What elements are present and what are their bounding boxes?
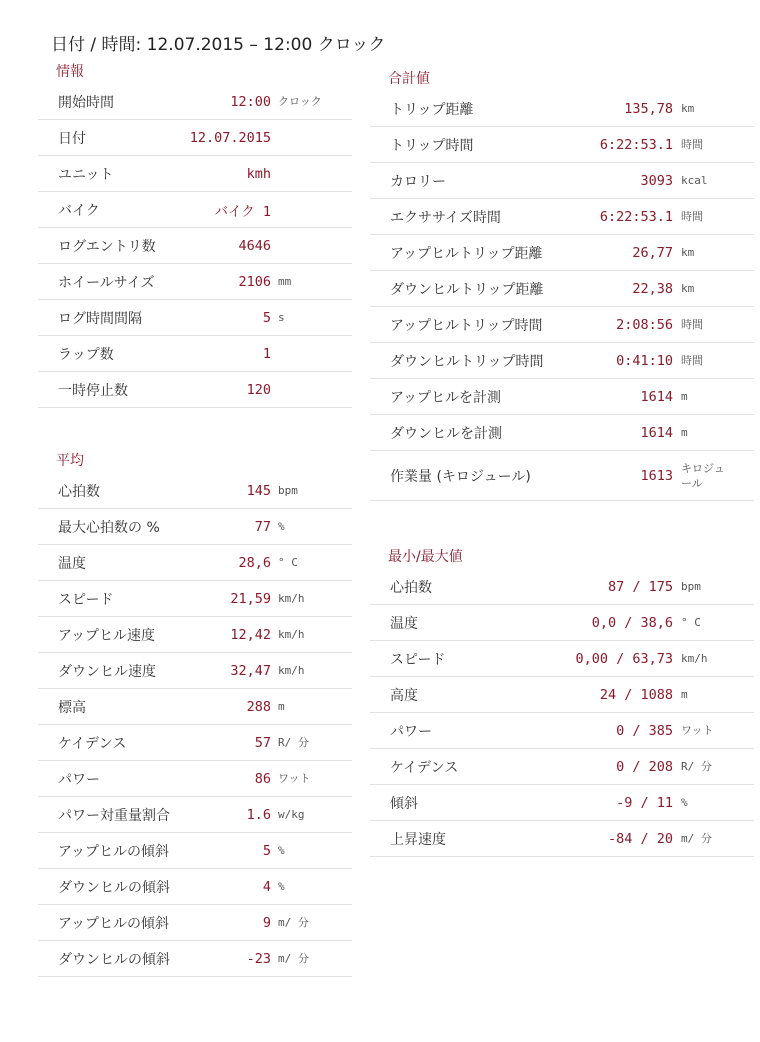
row-unit: s bbox=[278, 311, 285, 324]
row-value: 32,47 bbox=[230, 662, 271, 679]
average-row bbox=[38, 545, 352, 581]
row-label: 上昇速度 bbox=[390, 831, 446, 848]
row-value: 0:41:10 bbox=[616, 352, 673, 369]
average-row bbox=[38, 581, 352, 617]
row-label: パワー対重量割合 bbox=[58, 807, 170, 824]
row-value: 3093 bbox=[640, 172, 673, 189]
row-unit: % bbox=[681, 796, 688, 809]
row-unit: m bbox=[681, 688, 688, 701]
row-unit: % bbox=[278, 880, 285, 893]
row-label: 傾斜 bbox=[390, 795, 418, 812]
row-label: ログ時間間隔 bbox=[58, 310, 142, 327]
section-heading: 合計値 bbox=[388, 71, 430, 87]
page-title: 日付 / 時間: 12.07.2015 – 12:00 クロック bbox=[51, 35, 386, 55]
row-label: トリップ距離 bbox=[390, 101, 474, 118]
row-value: 6:22:53.1 bbox=[599, 136, 673, 153]
average-row bbox=[38, 941, 352, 977]
row-unit bbox=[278, 156, 328, 191]
info-row-pauses bbox=[38, 372, 352, 408]
minmax-row bbox=[370, 569, 754, 605]
row-value: 57 bbox=[254, 734, 271, 751]
row-value: 288 bbox=[246, 698, 271, 715]
row-unit: 時間 bbox=[681, 138, 703, 151]
row-value: 12:00 bbox=[230, 93, 271, 110]
row-unit: 時間 bbox=[681, 354, 703, 367]
row-value: 28,6 bbox=[238, 554, 271, 571]
row-value: 145 bbox=[246, 482, 271, 499]
row-value: 120 bbox=[246, 381, 271, 398]
row-label: アップヒルの傾斜 bbox=[58, 843, 170, 860]
row-value: 77 bbox=[254, 518, 271, 535]
row-label: アップヒル速度 bbox=[58, 627, 156, 644]
row-unit bbox=[278, 120, 328, 155]
row-unit: km/h bbox=[681, 652, 708, 665]
row-label: ユニット bbox=[58, 166, 114, 183]
minmax-row bbox=[370, 749, 754, 785]
minmax-row bbox=[370, 641, 754, 677]
row-unit: ワット bbox=[681, 724, 714, 737]
totals-row bbox=[370, 415, 754, 451]
row-label: エクササイズ時間 bbox=[390, 209, 501, 226]
info-section bbox=[38, 60, 352, 408]
row-label: アップヒルの傾斜 bbox=[58, 915, 170, 932]
average-row bbox=[38, 761, 352, 797]
section-heading: 平均 bbox=[56, 453, 84, 469]
row-unit bbox=[278, 336, 328, 371]
row-label: 日付 bbox=[58, 130, 86, 147]
row-label: ダウンヒルトリップ距離 bbox=[390, 281, 544, 298]
row-unit bbox=[278, 372, 328, 407]
row-label: 心拍数 bbox=[58, 483, 100, 500]
row-label: 作業量 (キロジュール) bbox=[390, 468, 531, 485]
row-unit bbox=[278, 192, 328, 227]
row-label: ラップ数 bbox=[58, 346, 114, 363]
row-value: 1613 bbox=[640, 467, 673, 484]
row-unit: w/kg bbox=[278, 808, 305, 821]
totals-row bbox=[370, 343, 754, 379]
row-unit: 時間 bbox=[681, 318, 703, 331]
row-label: ダウンヒルを計測 bbox=[390, 425, 502, 442]
row-label: 開始時間 bbox=[58, 94, 114, 111]
row-unit: km bbox=[681, 282, 695, 295]
row-unit: mm bbox=[278, 275, 292, 288]
row-unit: km bbox=[681, 102, 695, 115]
row-value: 135,78 bbox=[624, 100, 673, 117]
row-value: バイク 1 bbox=[214, 203, 271, 220]
row-value: 5 bbox=[262, 309, 271, 326]
totals-row bbox=[370, 451, 754, 501]
row-unit: bpm bbox=[278, 484, 298, 497]
totals-row bbox=[370, 379, 754, 415]
row-label: パワー bbox=[390, 723, 432, 740]
row-label: ケイデンス bbox=[390, 759, 459, 776]
row-value: 12,42 bbox=[230, 626, 271, 643]
average-row bbox=[38, 797, 352, 833]
row-label: ダウンヒル速度 bbox=[58, 663, 156, 680]
row-unit: m bbox=[681, 390, 688, 403]
totals-row bbox=[370, 91, 754, 127]
row-unit: % bbox=[278, 520, 285, 533]
row-label: アップヒルトリップ時間 bbox=[390, 317, 543, 334]
row-label: 一時停止数 bbox=[58, 382, 128, 399]
row-value: 5 bbox=[262, 842, 271, 859]
row-unit: m/ 分 bbox=[681, 832, 712, 845]
average-row bbox=[38, 473, 352, 509]
row-unit: m/ 分 bbox=[278, 916, 309, 929]
row-value: 9 bbox=[262, 914, 271, 931]
totals-row bbox=[370, 199, 754, 235]
row-label: ホイールサイズ bbox=[58, 274, 155, 291]
info-row-log-interval bbox=[38, 300, 352, 336]
row-value: 1614 bbox=[640, 388, 673, 405]
row-unit bbox=[278, 228, 328, 263]
row-label: スピード bbox=[58, 591, 114, 608]
row-value: 0,00 / 63,73 bbox=[575, 650, 673, 667]
row-value: 1614 bbox=[640, 424, 673, 441]
totals-row bbox=[370, 235, 754, 271]
row-value: 86 bbox=[254, 770, 271, 787]
minmax-row bbox=[370, 785, 754, 821]
average-row bbox=[38, 617, 352, 653]
row-value: 21,59 bbox=[230, 590, 271, 607]
row-label: 高度 bbox=[390, 687, 418, 704]
totals-section bbox=[370, 67, 754, 501]
row-unit: km/h bbox=[278, 628, 305, 641]
average-section bbox=[38, 449, 352, 977]
section-heading: 情報 bbox=[56, 64, 84, 80]
info-row-start-time bbox=[38, 84, 352, 120]
row-label: ケイデンス bbox=[58, 735, 127, 752]
row-value: 24 / 1088 bbox=[599, 686, 673, 703]
info-row-bike bbox=[38, 192, 352, 228]
row-label: ダウンヒルトリップ時間 bbox=[390, 353, 544, 370]
row-label: 温度 bbox=[58, 555, 86, 572]
totals-row bbox=[370, 271, 754, 307]
average-row bbox=[38, 653, 352, 689]
row-unit: 時間 bbox=[681, 210, 703, 223]
row-value: 0,0 / 38,6 bbox=[591, 614, 673, 631]
row-label: スピード bbox=[390, 651, 446, 668]
row-label: 温度 bbox=[390, 615, 418, 632]
row-value: 26,77 bbox=[632, 244, 673, 261]
row-value: 0 / 208 bbox=[616, 758, 673, 775]
average-row bbox=[38, 905, 352, 941]
average-row bbox=[38, 833, 352, 869]
row-unit: R/ 分 bbox=[278, 736, 309, 749]
average-row bbox=[38, 869, 352, 905]
row-unit: km/h bbox=[278, 592, 305, 605]
row-value: 0 / 385 bbox=[616, 722, 673, 739]
average-row bbox=[38, 689, 352, 725]
row-value: 1 bbox=[262, 345, 271, 362]
row-value: -23 bbox=[246, 950, 271, 967]
row-label: アップヒルを計測 bbox=[390, 389, 502, 406]
row-label: 最大心拍数の % bbox=[58, 519, 160, 536]
row-unit: ° C bbox=[278, 556, 298, 569]
row-unit: ° C bbox=[681, 616, 701, 629]
row-label: ログエントリ数 bbox=[58, 238, 156, 255]
row-unit: km/h bbox=[278, 664, 305, 677]
row-label: カロリー bbox=[390, 173, 446, 190]
row-label: ダウンヒルの傾斜 bbox=[58, 879, 170, 896]
row-value: 2106 bbox=[238, 273, 271, 290]
row-label: アップヒルトリップ距離 bbox=[390, 245, 543, 262]
row-unit: m bbox=[278, 700, 285, 713]
row-label: バイク bbox=[58, 202, 100, 219]
row-unit: bpm bbox=[681, 580, 701, 593]
row-value: 1.6 bbox=[246, 806, 271, 823]
totals-row bbox=[370, 307, 754, 343]
row-value: 4646 bbox=[238, 237, 271, 254]
row-label: トリップ時間 bbox=[390, 137, 474, 154]
row-unit: クロック bbox=[278, 95, 322, 108]
average-row bbox=[38, 725, 352, 761]
minmax-row bbox=[370, 713, 754, 749]
minmax-row bbox=[370, 821, 754, 857]
row-value: 2:08:56 bbox=[616, 316, 673, 333]
row-value: kmh bbox=[246, 165, 271, 182]
info-row-laps bbox=[38, 336, 352, 372]
row-unit: km bbox=[681, 246, 695, 259]
row-unit: R/ 分 bbox=[681, 760, 712, 773]
row-value: 4 bbox=[262, 878, 271, 895]
row-value: -9 / 11 bbox=[616, 794, 673, 811]
row-label: 心拍数 bbox=[390, 579, 432, 596]
row-unit: m/ 分 bbox=[278, 952, 309, 965]
row-unit: ワット bbox=[278, 772, 311, 785]
info-row-date bbox=[38, 120, 352, 156]
row-unit: キロジュール bbox=[681, 461, 725, 490]
totals-row bbox=[370, 163, 754, 199]
minmax-section bbox=[370, 545, 754, 857]
info-row-unit bbox=[38, 156, 352, 192]
info-row-log-entries bbox=[38, 228, 352, 264]
row-value: 12.07.2015 bbox=[189, 129, 271, 146]
row-label: パワー bbox=[58, 771, 100, 788]
row-label: ダウンヒルの傾斜 bbox=[58, 951, 170, 968]
average-row bbox=[38, 509, 352, 545]
section-heading: 最小/最大値 bbox=[388, 549, 463, 565]
totals-row bbox=[370, 127, 754, 163]
minmax-row bbox=[370, 605, 754, 641]
minmax-row bbox=[370, 677, 754, 713]
row-value: 6:22:53.1 bbox=[599, 208, 673, 225]
info-row-wheel-size bbox=[38, 264, 352, 300]
row-unit: kcal bbox=[681, 174, 708, 187]
row-unit: m bbox=[681, 426, 688, 439]
row-label: 標高 bbox=[58, 699, 86, 716]
row-value: 22,38 bbox=[632, 280, 673, 297]
row-value: 87 / 175 bbox=[607, 578, 673, 595]
row-value: -84 / 20 bbox=[607, 830, 673, 847]
row-unit: % bbox=[278, 844, 285, 857]
